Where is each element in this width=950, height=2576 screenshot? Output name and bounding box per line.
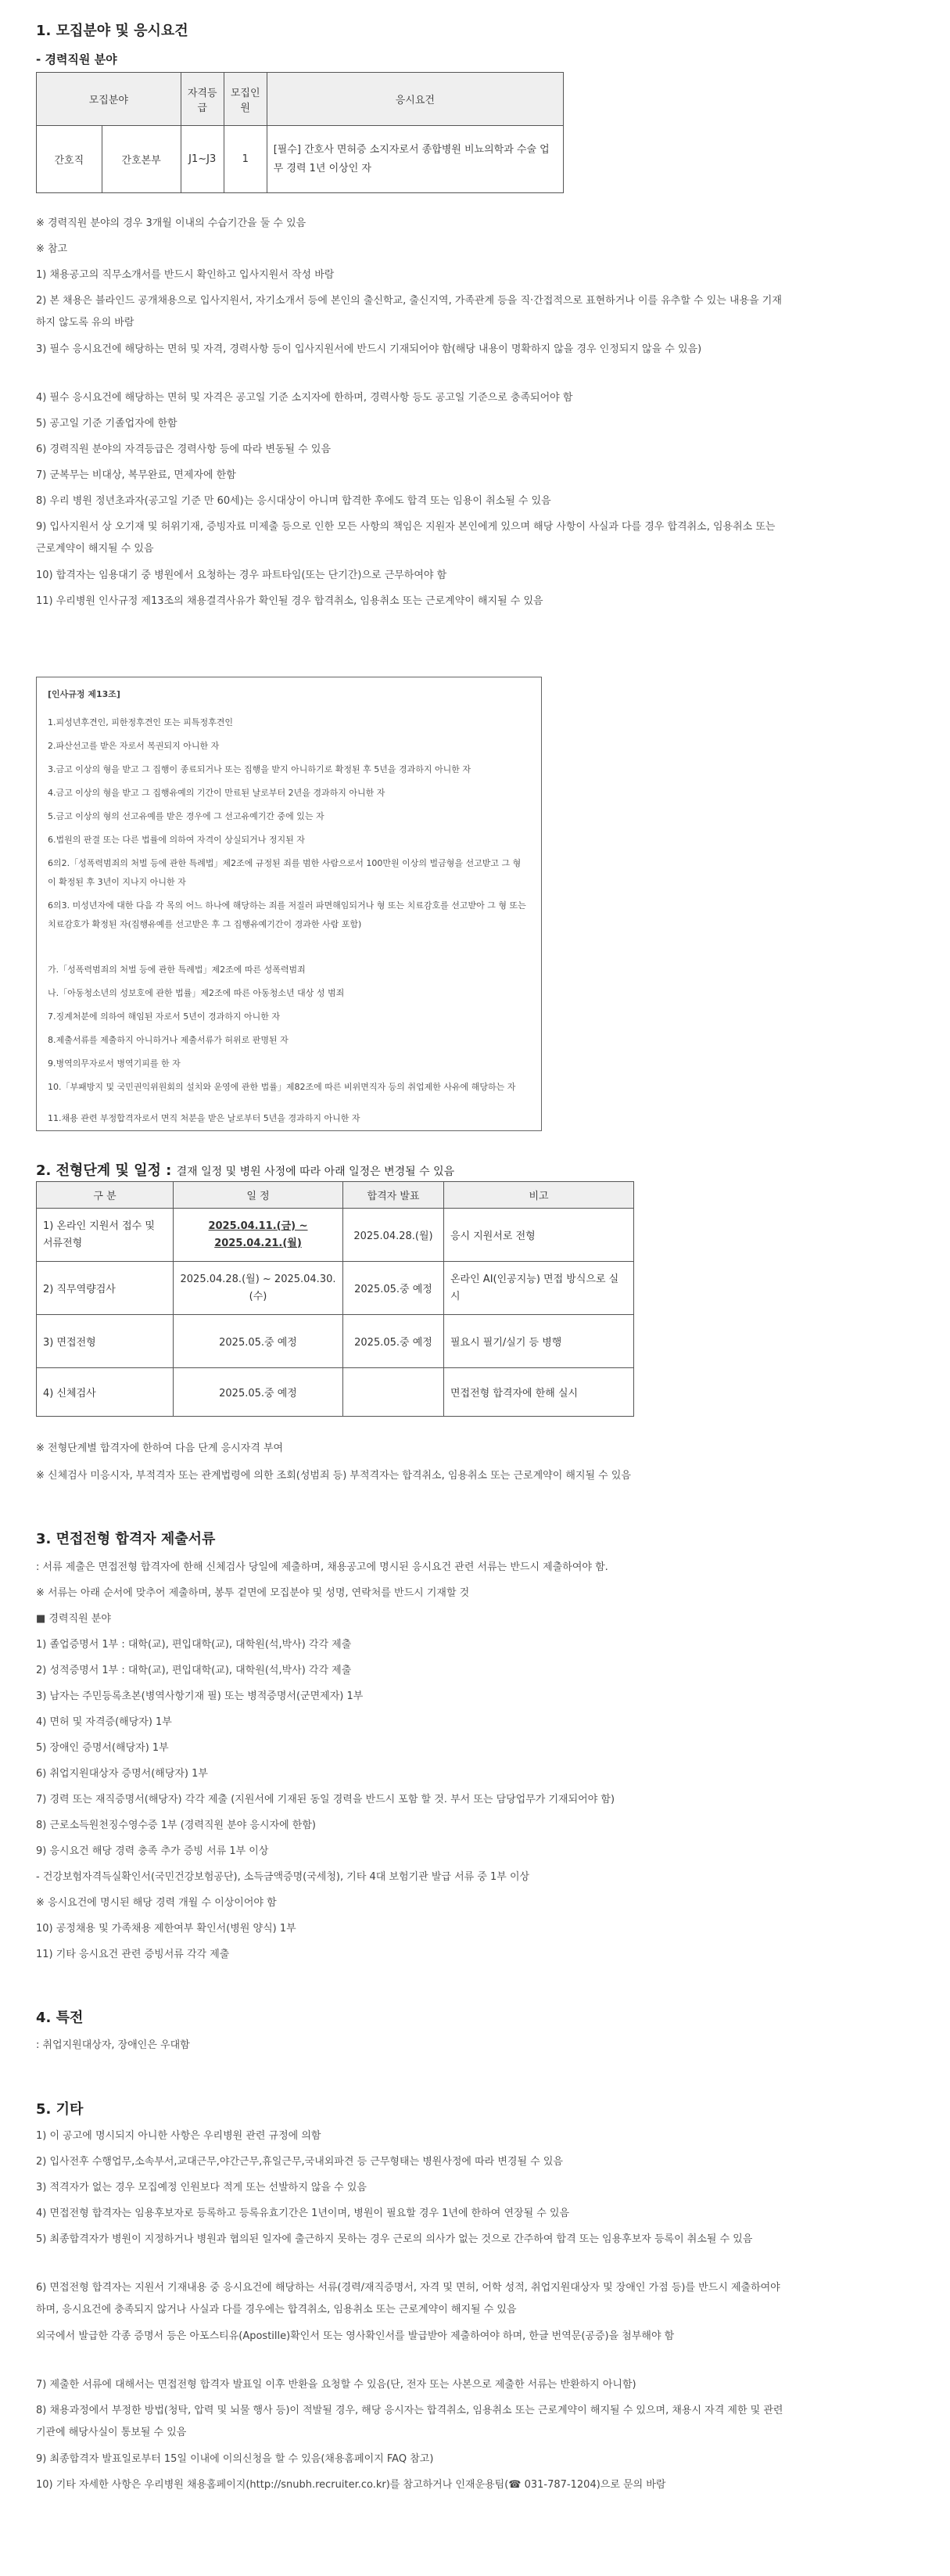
doc-line: ■ 경력직원 분야 bbox=[36, 1613, 111, 1625]
list-item: 10) 합격자는 임용대기 중 병원에서 요청하는 경우 파트타임(또는 단기간)으로 근무하여야 함 bbox=[36, 569, 447, 581]
schedule-note: ※ 신체검사 미응시자, 부적격자 또는 관계법령에 의한 조회(성범죄 등) 부적격자는 합격취소, 임용취소 또는 근로계약이 해지될 수 있음 bbox=[36, 1470, 631, 1482]
cell-schedule: 2025.05.중 예정 bbox=[174, 1315, 343, 1368]
box-title: [인사규정 제13조] bbox=[48, 689, 120, 699]
doc-line: 1) 졸업증명서 1부 : 대학(교), 편입대학(교), 대학원(석,박사) 각각 제출 bbox=[36, 1639, 352, 1651]
table-row bbox=[37, 1368, 634, 1417]
list-item: 5) 공고일 기준 기졸업자에 한함 bbox=[36, 418, 177, 429]
misc-item: 9) 최종합격자 발표일로부터 15일 이내에 이의신청을 할 수 있음(채용홈페이지 FAQ 참고) bbox=[36, 2453, 434, 2465]
cell-stage: 4) 신체검사 bbox=[37, 1368, 174, 1417]
cell-announce: 2025.04.28.(월) bbox=[343, 1209, 444, 1262]
schedule-line: (수) bbox=[249, 1290, 267, 1302]
section-2-title-note: 결재 일정 및 병원 사정에 따라 아래 일정은 변경될 수 있음 bbox=[176, 1166, 455, 1178]
header-announce: 합격자 발표 bbox=[343, 1182, 444, 1209]
note-probation: ※ 경력직원 분야의 경우 3개월 이내의 수습기간을 둘 수 있음 bbox=[36, 217, 307, 229]
list-item: 11) 우리병원 인사규정 제13조의 채용결격사유가 확인될 경우 합격취소, 임용취소 또는 근로계약이 해지될 수 있음 bbox=[36, 595, 543, 607]
cell-job: 간호직 bbox=[37, 126, 102, 193]
cell-requirement: [필수] 간호사 면허증 소지자로서 종합병원 비뇨의학과 수술 업무 경력 1년 이상인 자 bbox=[267, 126, 563, 193]
cell-announce: 2025.05.중 예정 bbox=[343, 1315, 444, 1368]
cell-stage: 1) 온라인 지원서 접수 및 서류전형 bbox=[37, 1209, 174, 1262]
doc-line: ※ 응시요건에 명시된 해당 경력 개월 수 이상이어야 함 bbox=[36, 1897, 277, 1909]
header-requirement: 응시요건 bbox=[267, 73, 563, 126]
section-2-title bbox=[36, 1159, 454, 1180]
box-line: 8.제출서류를 제출하지 아니하거나 제출서류가 허위로 판명된 자 bbox=[48, 1035, 289, 1045]
misc-item: 외국에서 발급한 각종 증명서 등은 아포스티유(Apostille)확인서 또는 영사확인서를 발급받아 제출하여야 하며, 한글 번역문(공증)을 첨부해야 함 bbox=[36, 2330, 675, 2342]
misc-item: 1) 이 공고에 명시되지 아니한 사항은 우리병원 관련 규정에 의함 bbox=[36, 2130, 321, 2142]
doc-line: 8) 근로소득원천징수영수증 1부 (경력직원 분야 응시자에 한함) bbox=[36, 1820, 316, 1831]
box-line: 11.채용 관련 부정합격자로서 면직 처분을 받은 날로부터 5년을 경과하지 아니한 자 bbox=[48, 1113, 360, 1123]
box-line: 7.징계처분에 의하여 해임된 자로서 5년이 경과하지 아니한 자 bbox=[48, 1011, 280, 1022]
section-1-subtitle: - 경력직원 분야 bbox=[36, 52, 117, 66]
doc-line: : 서류 제출은 면접전형 합격자에 한해 신체검사 당일에 제출하며, 채용공고에 명시된 응시요건 관련 서류는 반드시 제출하여야 함. bbox=[36, 1561, 608, 1573]
cell-count: 1 bbox=[224, 126, 267, 193]
note-reference: ※ 참고 bbox=[36, 243, 68, 255]
doc-line: ※ 서류는 아래 순서에 맞추어 제출하며, 봉투 겉면에 모집분야 및 성명, 연락처를 반드시 기재할 것 bbox=[36, 1587, 470, 1599]
header-schedule: 일 정 bbox=[174, 1182, 343, 1209]
cell-remark: 온라인 AI(인공지능) 면접 방식으로 실시 bbox=[444, 1262, 634, 1315]
box-line: 1.피성년후견인, 피한정후견인 또는 피특정후견인 bbox=[48, 717, 233, 728]
doc-line: 9) 응시요건 해당 경력 충족 추가 증빙 서류 1부 이상 bbox=[36, 1845, 269, 1857]
list-item: 7) 군복무는 비대상, 복무완료, 면제자에 한함 bbox=[36, 469, 236, 481]
header-grade: 자격등급 bbox=[181, 73, 224, 126]
misc-item: 2) 입사전후 수행업무,소속부서,교대근무,야간근무,휴일근무,국내외파견 등 근무형태는 병원사정에 따라 변경될 수 있음 bbox=[36, 2156, 563, 2168]
list-item: 2) 본 채용은 블라인드 공개채용으로 입사지원서, 자기소개서 등에 본인의 출신학교, 출신지역, 가족관계 등을 직·간접적으로 표현하거나 이를 유추할 수 있는 내용을 기재하지 않도록 유의 바람 bbox=[36, 295, 782, 329]
schedule-note: ※ 전형단계별 합격자에 한하여 다음 단계 응시자격 부여 bbox=[36, 1442, 284, 1454]
cell-schedule bbox=[174, 1262, 343, 1315]
schedule-line: 2025.04.28.(월) ~ 2025.04.30. bbox=[180, 1273, 336, 1285]
box-line: 나.「아동청소년의 성보호에 관한 법률」제2조에 따른 아동청소년 대상 성 범죄 bbox=[48, 988, 345, 998]
misc-item: 5) 최종합격자가 병원이 지정하거나 병원과 협의된 일자에 출근하지 못하는 경우 근로의 의사가 없는 것으로 간주하여 합격 또는 임용후보자 등록이 취소될 수 있음 bbox=[36, 2233, 753, 2245]
cell-dept: 간호본부 bbox=[102, 126, 181, 193]
cell-grade: J1~J3 bbox=[181, 126, 224, 193]
box-line: 가.「성폭력범죄의 처벌 등에 관한 특례법」제2조에 따른 성폭력범죄 bbox=[48, 965, 306, 975]
header-stage: 구 분 bbox=[37, 1182, 174, 1209]
doc-line: - 건강보험자격득실확인서(국민건강보험공단), 소득금액증명(국세청), 기타 4대 보험기관 발급 서류 중 1부 이상 bbox=[36, 1871, 530, 1883]
doc-line: 4) 면허 및 자격증(해당자) 1부 bbox=[36, 1716, 172, 1728]
box-line: 4.금고 이상의 형을 받고 그 집행유예의 기간이 만료된 날로부터 2년을 경과하지 아니한 자 bbox=[48, 788, 385, 798]
misc-item: 7) 제출한 서류에 대해서는 면접전형 합격자 발표일 이후 반환을 요청할 수 있음(단, 전자 또는 사본으로 제출한 서류는 반환하지 아니함) bbox=[36, 2379, 636, 2391]
box-line: 10.「부패방지 및 국민권익위원회의 설치와 운영에 관한 법률」제82조에 따른 비위면직자 등의 취업제한 사유에 해당하는 자 bbox=[48, 1082, 516, 1092]
section-5-title: 5. 기타 bbox=[36, 2101, 84, 2118]
doc-line: 11) 기타 응시요건 관련 증빙서류 각각 제출 bbox=[36, 1949, 230, 1960]
doc-line: 3) 남자는 주민등록초본(병역사항기재 필) 또는 병적증명서(군면제자) 1부 bbox=[36, 1690, 364, 1702]
section-2-title-text: 2. 전형단계 및 일정 : bbox=[36, 1162, 172, 1179]
cell-stage: 2) 직무역량검사 bbox=[37, 1262, 174, 1315]
cell-remark: 면접전형 합격자에 한해 실시 bbox=[444, 1368, 634, 1417]
doc-line: 5) 장애인 증명서(해당자) 1부 bbox=[36, 1742, 169, 1754]
cell-remark: 응시 지원서로 전형 bbox=[444, 1209, 634, 1262]
box-line: 2.파산선고를 받은 자로서 복권되지 아니한 자 bbox=[48, 741, 220, 751]
hr-regulation-box bbox=[36, 677, 542, 1131]
box-line: 6의3. 미성년자에 대한 다음 각 목의 어느 하나에 해당하는 죄를 저질러 파면해임되거나 형 또는 치료감호를 선고받아 그 형 또는 치료감호가 확정된 자(집행유예를 선고받은 후 그 집행유예기간이 경과한 사람 포함) bbox=[48, 900, 526, 929]
benefit-line: : 취업지원대상자, 장애인은 우대함 bbox=[36, 2039, 190, 2051]
header-remark: 비고 bbox=[444, 1182, 634, 1209]
doc-line: 2) 성적증명서 1부 : 대학(교), 편입대학(교), 대학원(석,박사) 각각 제출 bbox=[36, 1665, 352, 1676]
list-item: 8) 우리 병원 정년초과자(공고일 기준 만 60세)는 응시대상이 아니며 합격한 후에도 합격 또는 임용이 취소될 수 있음 bbox=[36, 495, 551, 507]
doc-line: 6) 취업지원대상자 증명서(해당자) 1부 bbox=[36, 1768, 208, 1780]
doc-line: 7) 경력 또는 재직증명서(해당자) 각각 제출 (지원서에 기재된 동일 경력을 반드시 포함 할 것. 부서 또는 담당업무가 기재되어야 함) bbox=[36, 1794, 615, 1805]
box-line: 9.병역의무자로서 병역기피를 한 자 bbox=[48, 1058, 181, 1069]
cell-stage: 3) 면접전형 bbox=[37, 1315, 174, 1368]
misc-item: 3) 적격자가 없는 경우 모집예정 인원보다 적게 또는 선발하지 않을 수 있음 bbox=[36, 2182, 367, 2193]
section-4-title: 4. 특전 bbox=[36, 2010, 84, 2026]
header-count: 모집인원 bbox=[224, 73, 267, 126]
cell-schedule: 2025.05.중 예정 bbox=[174, 1368, 343, 1417]
table-row bbox=[37, 1262, 634, 1315]
table-row bbox=[37, 1315, 634, 1368]
misc-item: 6) 면접전형 합격자는 지원서 기재내용 중 응시요건에 해당하는 서류(경력/재직증명서, 자격 및 면허, 어학 성적, 취업지원대상자 및 장애인 가점 등)를 반드시 제출하여야 하며, 응시요건에 충족되지 않거나 사실과 다를 경우에는 합격취소, 임용취소 또는 근로계약이 해지될 수 있음 bbox=[36, 2282, 780, 2316]
box-line: 6.법원의 판결 또는 다른 법률에 의하여 자격이 상실되거나 정지된 자 bbox=[48, 835, 305, 845]
box-line: 3.금고 이상의 형을 받고 그 집행이 종료되거나 또는 집행을 받지 아니하기로 확정된 후 5년을 경과하지 아니한 자 bbox=[48, 764, 471, 774]
box-line: 5.금고 이상의 형의 선고유예를 받은 경우에 그 선고유예기간 중에 있는 자 bbox=[48, 811, 324, 821]
cell-remark: 필요시 필기/실기 등 병행 bbox=[444, 1315, 634, 1368]
box-line: 6의2.「성폭력범죄의 처벌 등에 관한 특례법」제2조에 규정된 죄를 범한 사람으로서 100만원 이상의 벌금형을 선고받고 그 형이 확정된 후 3년이 지나지 아니한 자 bbox=[48, 858, 522, 887]
doc-line: 10) 공정채용 및 가족채용 제한여부 확인서(병원 양식) 1부 bbox=[36, 1923, 296, 1935]
section-1-title: 1. 모집분야 및 응시요건 bbox=[36, 23, 188, 39]
list-item: 1) 채용공고의 직무소개서를 반드시 확인하고 입사지원서 작성 바람 bbox=[36, 269, 335, 281]
recruitment-table bbox=[36, 72, 564, 193]
list-item: 6) 경력직원 분야의 자격등급은 경력사항 등에 따라 변동될 수 있음 bbox=[36, 444, 332, 455]
misc-item: 4) 면접전형 합격자는 임용후보자로 등록하고 등록유효기간은 1년이며, 병원이 필요할 경우 1년에 한하여 연장될 수 있음 bbox=[36, 2208, 570, 2219]
cell-schedule bbox=[174, 1209, 343, 1262]
section-3-title: 3. 면접전형 합격자 제출서류 bbox=[36, 1531, 216, 1547]
cell-announce: 2025.05.중 예정 bbox=[343, 1262, 444, 1315]
list-item: 3) 필수 응시요건에 해당하는 면허 및 자격, 경력사항 등이 입사지원서에 반드시 기재되어야 함(해당 내용이 명확하지 않을 경우 인정되지 않을 수 있음) bbox=[36, 343, 702, 355]
cell-announce bbox=[343, 1368, 444, 1417]
misc-item: 8) 채용과정에서 부정한 방법(청탁, 압력 및 뇌물 행사 등)이 적발될 경우, 해당 응시자는 합격취소, 임용취소 또는 근로계약이 해지될 수 있으며, 채용시 자격 제한 및 관련기관에 해당사실이 통보될 수 있음 bbox=[36, 2405, 783, 2438]
schedule-line: 2025.04.21.(월) bbox=[214, 1237, 302, 1249]
misc-item: 10) 기타 자세한 사항은 우리병원 채용홈페이지(http://snubh.recruiter.co.kr)를 참고하거나 인재운용팀(☎ 031-787-1204)으로 문의 바람 bbox=[36, 2479, 666, 2491]
table-row bbox=[37, 1209, 634, 1262]
header-field: 모집분야 bbox=[37, 73, 181, 126]
list-item: 4) 필수 응시요건에 해당하는 면허 및 자격은 공고일 기준 소지자에 한하며, 경력사항 등도 공고일 기준으로 충족되어야 함 bbox=[36, 392, 573, 404]
schedule-table bbox=[36, 1181, 634, 1417]
list-item: 9) 입사지원서 상 오기재 및 허위기재, 증빙자료 미제출 등으로 인한 모든 사항의 책임은 지원자 본인에게 있으며 해당 사항이 사실과 다를 경우 합격취소, 임용취소 또는 근로계약이 해지될 수 있음 bbox=[36, 521, 776, 555]
schedule-line: 2025.04.11.(금) ~ bbox=[208, 1220, 308, 1232]
